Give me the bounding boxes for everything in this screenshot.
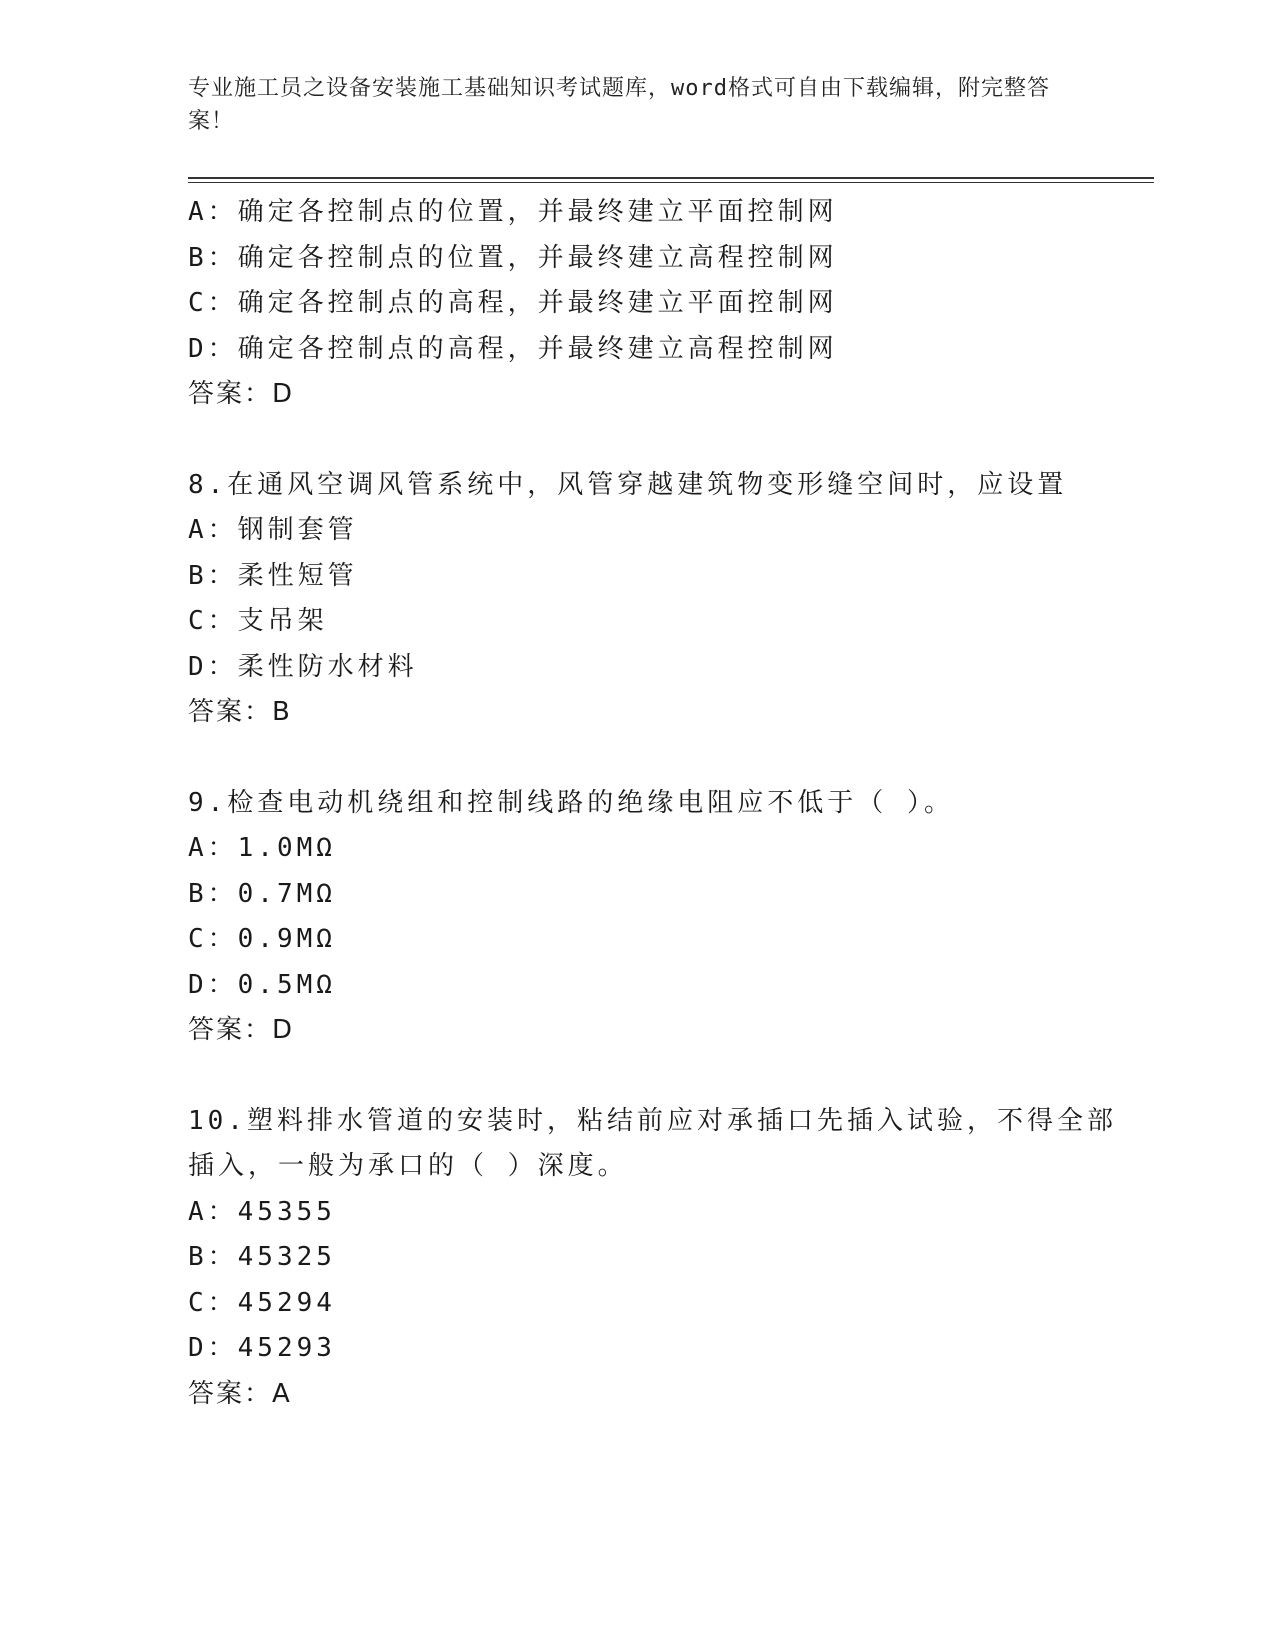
question-8 bbox=[188, 463, 1088, 736]
option-c: C：支吊架 bbox=[188, 606, 328, 636]
option-d: D：45293 bbox=[188, 1333, 336, 1363]
question-text: 8.在通风空调风管系统中，风管穿越建筑物变形缝空间时，应设置 bbox=[188, 469, 1068, 500]
option-c: C：确定各控制点的高程，并最终建立平面控制网 bbox=[188, 288, 838, 318]
answer: 答案：A bbox=[188, 1378, 292, 1409]
answer: 答案：B bbox=[188, 697, 292, 727]
question-7 bbox=[188, 190, 1088, 418]
question-list bbox=[188, 190, 1117, 1417]
option-b: B：45325 bbox=[188, 1242, 336, 1272]
answer: 答案：D bbox=[188, 1015, 295, 1045]
option-d: D：柔性防水材料 bbox=[188, 651, 418, 682]
question-text-line-2: 插入，一般为承口的（ ）深度。 bbox=[188, 1151, 628, 1181]
question-9 bbox=[188, 781, 1088, 1054]
option-b: B：柔性短管 bbox=[188, 560, 358, 591]
option-d: D：确定各控制点的高程，并最终建立高程控制网 bbox=[188, 333, 838, 364]
header-divider-thin bbox=[188, 182, 1154, 183]
option-b: B：0.7MΩ bbox=[188, 878, 336, 909]
question-text-line-1: 10.塑料排水管道的安装时，粘结前应对承插口先插入试验，不得全部 bbox=[188, 1105, 1117, 1136]
header-divider bbox=[188, 177, 1154, 179]
document-header: 专业施工员之设备安装施工基础知识考试题库，word格式可自由下载编辑，附完整答案！ bbox=[188, 76, 1050, 134]
option-c: C：45294 bbox=[188, 1287, 336, 1318]
option-a: A：确定各控制点的位置，并最终建立平面控制网 bbox=[188, 197, 838, 227]
option-a: A：1.0MΩ bbox=[188, 833, 336, 863]
option-b: B：确定各控制点的位置，并最终建立高程控制网 bbox=[188, 242, 838, 273]
option-d: D：0.5MΩ bbox=[188, 969, 336, 1000]
answer: 答案：D bbox=[188, 379, 295, 409]
option-a: A：钢制套管 bbox=[188, 515, 358, 545]
question-text: 9.检查电动机绕组和控制线路的绝缘电阻应不低于（ ）。 bbox=[188, 787, 954, 818]
option-c: C：0.9MΩ bbox=[188, 924, 336, 954]
question-10 bbox=[188, 1099, 1117, 1418]
option-a: A：45355 bbox=[188, 1196, 336, 1227]
